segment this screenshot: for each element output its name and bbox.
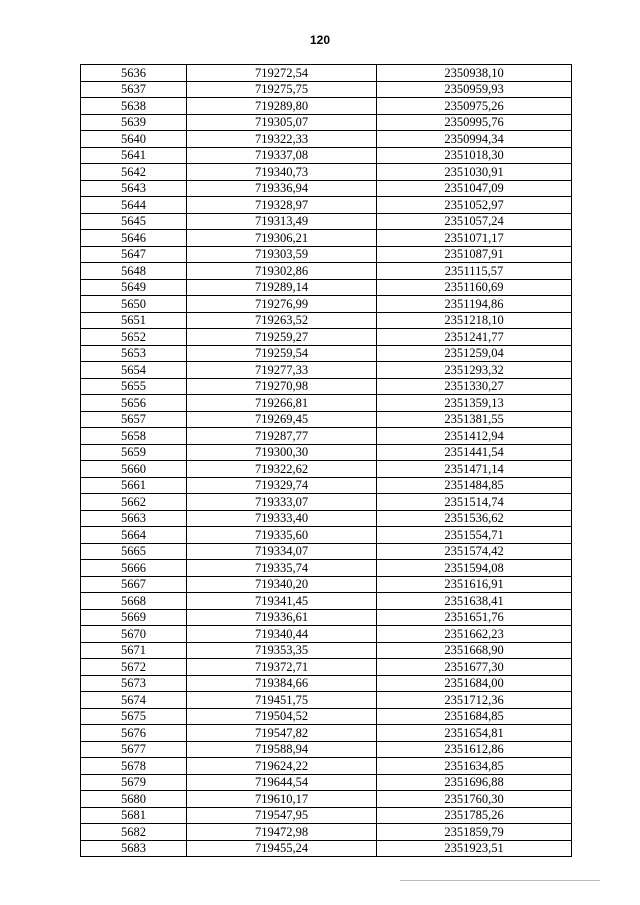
point-number-cell: 5641 <box>81 147 187 164</box>
y-coordinate-cell: 2350959,93 <box>377 81 572 98</box>
y-coordinate-cell: 2350975,26 <box>377 98 572 115</box>
x-coordinate-cell: 719289,80 <box>187 98 377 115</box>
y-coordinate-cell: 2351662,23 <box>377 626 572 643</box>
x-coordinate-cell: 719610,17 <box>187 791 377 808</box>
table-row <box>81 114 572 131</box>
point-number-cell: 5652 <box>81 329 187 346</box>
point-number-cell: 5644 <box>81 197 187 214</box>
x-coordinate-cell: 719588,94 <box>187 741 377 758</box>
point-number-cell: 5653 <box>81 345 187 362</box>
y-coordinate-cell: 2351030,91 <box>377 164 572 181</box>
table-row <box>81 197 572 214</box>
table-row <box>81 807 572 824</box>
table-row <box>81 576 572 593</box>
y-coordinate-cell: 2350938,10 <box>377 65 572 82</box>
y-coordinate-cell: 2351514,74 <box>377 494 572 511</box>
x-coordinate-cell: 719270,98 <box>187 378 377 395</box>
y-coordinate-cell: 2351594,08 <box>377 560 572 577</box>
y-coordinate-cell: 2351785,26 <box>377 807 572 824</box>
y-coordinate-cell: 2351684,85 <box>377 708 572 725</box>
table-row <box>81 708 572 725</box>
point-number-cell: 5643 <box>81 180 187 197</box>
x-coordinate-cell: 719340,20 <box>187 576 377 593</box>
page-number: 120 <box>309 33 331 47</box>
y-coordinate-cell: 2351484,85 <box>377 477 572 494</box>
point-number-cell: 5660 <box>81 461 187 478</box>
x-coordinate-cell: 719300,30 <box>187 444 377 461</box>
table-row <box>81 131 572 148</box>
point-number-cell: 5658 <box>81 428 187 445</box>
y-coordinate-cell: 2351684,00 <box>377 675 572 692</box>
x-coordinate-cell: 719305,07 <box>187 114 377 131</box>
table-row <box>81 609 572 626</box>
table-row <box>81 444 572 461</box>
x-coordinate-cell: 719341,45 <box>187 593 377 610</box>
y-coordinate-cell: 2351651,76 <box>377 609 572 626</box>
table-row <box>81 164 572 181</box>
point-number-cell: 5665 <box>81 543 187 560</box>
point-number-cell: 5648 <box>81 263 187 280</box>
x-coordinate-cell: 719263,52 <box>187 312 377 329</box>
x-coordinate-cell: 719333,07 <box>187 494 377 511</box>
table-row <box>81 791 572 808</box>
y-coordinate-cell: 2351859,79 <box>377 824 572 841</box>
y-coordinate-cell: 2351654,81 <box>377 725 572 742</box>
y-coordinate-cell: 2351616,91 <box>377 576 572 593</box>
x-coordinate-cell: 719472,98 <box>187 824 377 841</box>
x-coordinate-cell: 719336,61 <box>187 609 377 626</box>
x-coordinate-cell: 719302,86 <box>187 263 377 280</box>
point-number-cell: 5639 <box>81 114 187 131</box>
table-row <box>81 230 572 247</box>
point-number-cell: 5638 <box>81 98 187 115</box>
point-number-cell: 5642 <box>81 164 187 181</box>
y-coordinate-cell: 2351441,54 <box>377 444 572 461</box>
point-number-cell: 5656 <box>81 395 187 412</box>
x-coordinate-cell: 719504,52 <box>187 708 377 725</box>
table-row <box>81 81 572 98</box>
x-coordinate-cell: 719335,74 <box>187 560 377 577</box>
point-number-cell: 5681 <box>81 807 187 824</box>
table-row <box>81 758 572 775</box>
point-number-cell: 5664 <box>81 527 187 544</box>
point-number-cell: 5659 <box>81 444 187 461</box>
y-coordinate-cell: 2351259,04 <box>377 345 572 362</box>
point-number-cell: 5670 <box>81 626 187 643</box>
x-coordinate-cell: 719289,14 <box>187 279 377 296</box>
y-coordinate-cell: 2351760,30 <box>377 791 572 808</box>
table-row <box>81 180 572 197</box>
table-row <box>81 494 572 511</box>
x-coordinate-cell: 719322,33 <box>187 131 377 148</box>
x-coordinate-cell: 719322,62 <box>187 461 377 478</box>
y-coordinate-cell: 2351293,32 <box>377 362 572 379</box>
x-coordinate-cell: 719340,44 <box>187 626 377 643</box>
y-coordinate-cell: 2351612,86 <box>377 741 572 758</box>
footer-rule <box>400 880 600 881</box>
point-number-cell: 5647 <box>81 246 187 263</box>
x-coordinate-cell: 719384,66 <box>187 675 377 692</box>
x-coordinate-cell: 719340,73 <box>187 164 377 181</box>
y-coordinate-cell: 2351330,27 <box>377 378 572 395</box>
y-coordinate-cell: 2351018,30 <box>377 147 572 164</box>
y-coordinate-cell: 2350994,34 <box>377 131 572 148</box>
table-row <box>81 675 572 692</box>
x-coordinate-cell: 719372,71 <box>187 659 377 676</box>
point-number-cell: 5646 <box>81 230 187 247</box>
point-number-cell: 5678 <box>81 758 187 775</box>
point-number-cell: 5662 <box>81 494 187 511</box>
y-coordinate-cell: 2351923,51 <box>377 840 572 857</box>
x-coordinate-cell: 719353,35 <box>187 642 377 659</box>
point-number-cell: 5677 <box>81 741 187 758</box>
table-row <box>81 378 572 395</box>
x-coordinate-cell: 719334,07 <box>187 543 377 560</box>
point-number-cell: 5672 <box>81 659 187 676</box>
x-coordinate-cell: 719259,54 <box>187 345 377 362</box>
table-row <box>81 246 572 263</box>
x-coordinate-cell: 719455,24 <box>187 840 377 857</box>
table-row <box>81 428 572 445</box>
coordinates-table <box>80 64 572 857</box>
x-coordinate-cell: 719276,99 <box>187 296 377 313</box>
x-coordinate-cell: 719287,77 <box>187 428 377 445</box>
y-coordinate-cell: 2351574,42 <box>377 543 572 560</box>
point-number-cell: 5636 <box>81 65 187 82</box>
table-row <box>81 543 572 560</box>
x-coordinate-cell: 719277,33 <box>187 362 377 379</box>
point-number-cell: 5682 <box>81 824 187 841</box>
y-coordinate-cell: 2351634,85 <box>377 758 572 775</box>
point-number-cell: 5673 <box>81 675 187 692</box>
table-row <box>81 692 572 709</box>
y-coordinate-cell: 2351052,97 <box>377 197 572 214</box>
y-coordinate-cell: 2351412,94 <box>377 428 572 445</box>
table-row <box>81 296 572 313</box>
point-number-cell: 5663 <box>81 510 187 527</box>
point-number-cell: 5669 <box>81 609 187 626</box>
point-number-cell: 5654 <box>81 362 187 379</box>
y-coordinate-cell: 2351554,71 <box>377 527 572 544</box>
point-number-cell: 5679 <box>81 774 187 791</box>
point-number-cell: 5667 <box>81 576 187 593</box>
x-coordinate-cell: 719451,75 <box>187 692 377 709</box>
table-row <box>81 593 572 610</box>
table-row <box>81 329 572 346</box>
y-coordinate-cell: 2351359,13 <box>377 395 572 412</box>
y-coordinate-cell: 2351696,88 <box>377 774 572 791</box>
x-coordinate-cell: 719303,59 <box>187 246 377 263</box>
table-row <box>81 65 572 82</box>
table-row <box>81 477 572 494</box>
table-row <box>81 279 572 296</box>
y-coordinate-cell: 2351071,17 <box>377 230 572 247</box>
point-number-cell: 5650 <box>81 296 187 313</box>
y-coordinate-cell: 2351047,09 <box>377 180 572 197</box>
table-row <box>81 824 572 841</box>
x-coordinate-cell: 719337,08 <box>187 147 377 164</box>
point-number-cell: 5655 <box>81 378 187 395</box>
y-coordinate-cell: 2351668,90 <box>377 642 572 659</box>
table-row <box>81 560 572 577</box>
x-coordinate-cell: 719333,40 <box>187 510 377 527</box>
table-row <box>81 840 572 857</box>
table-row <box>81 510 572 527</box>
table-row <box>81 642 572 659</box>
point-number-cell: 5668 <box>81 593 187 610</box>
x-coordinate-cell: 719272,54 <box>187 65 377 82</box>
table-row <box>81 741 572 758</box>
table-row <box>81 263 572 280</box>
y-coordinate-cell: 2351471,14 <box>377 461 572 478</box>
y-coordinate-cell: 2351218,10 <box>377 312 572 329</box>
point-number-cell: 5675 <box>81 708 187 725</box>
table-row <box>81 461 572 478</box>
y-coordinate-cell: 2351677,30 <box>377 659 572 676</box>
point-number-cell: 5657 <box>81 411 187 428</box>
point-number-cell: 5640 <box>81 131 187 148</box>
table-row <box>81 213 572 230</box>
x-coordinate-cell: 719547,82 <box>187 725 377 742</box>
x-coordinate-cell: 719336,94 <box>187 180 377 197</box>
y-coordinate-cell: 2351087,91 <box>377 246 572 263</box>
x-coordinate-cell: 719269,45 <box>187 411 377 428</box>
y-coordinate-cell: 2350995,76 <box>377 114 572 131</box>
table-row <box>81 147 572 164</box>
table-row <box>81 395 572 412</box>
table-row <box>81 411 572 428</box>
table-row <box>81 345 572 362</box>
point-number-cell: 5661 <box>81 477 187 494</box>
table-row <box>81 312 572 329</box>
coordinates-table-body <box>81 65 572 857</box>
x-coordinate-cell: 719313,49 <box>187 213 377 230</box>
x-coordinate-cell: 719644,54 <box>187 774 377 791</box>
x-coordinate-cell: 719328,97 <box>187 197 377 214</box>
table-row <box>81 659 572 676</box>
table-row <box>81 725 572 742</box>
point-number-cell: 5666 <box>81 560 187 577</box>
y-coordinate-cell: 2351536,62 <box>377 510 572 527</box>
point-number-cell: 5680 <box>81 791 187 808</box>
table-row <box>81 626 572 643</box>
y-coordinate-cell: 2351381,55 <box>377 411 572 428</box>
x-coordinate-cell: 719329,74 <box>187 477 377 494</box>
point-number-cell: 5651 <box>81 312 187 329</box>
x-coordinate-cell: 719335,60 <box>187 527 377 544</box>
point-number-cell: 5674 <box>81 692 187 709</box>
y-coordinate-cell: 2351241,77 <box>377 329 572 346</box>
x-coordinate-cell: 719275,75 <box>187 81 377 98</box>
y-coordinate-cell: 2351115,57 <box>377 263 572 280</box>
x-coordinate-cell: 719547,95 <box>187 807 377 824</box>
point-number-cell: 5683 <box>81 840 187 857</box>
table-row <box>81 98 572 115</box>
point-number-cell: 5637 <box>81 81 187 98</box>
table-row <box>81 774 572 791</box>
table-row <box>81 362 572 379</box>
y-coordinate-cell: 2351638,41 <box>377 593 572 610</box>
x-coordinate-cell: 719306,21 <box>187 230 377 247</box>
table-row <box>81 527 572 544</box>
point-number-cell: 5649 <box>81 279 187 296</box>
point-number-cell: 5671 <box>81 642 187 659</box>
y-coordinate-cell: 2351712,36 <box>377 692 572 709</box>
y-coordinate-cell: 2351194,86 <box>377 296 572 313</box>
point-number-cell: 5676 <box>81 725 187 742</box>
x-coordinate-cell: 719624,22 <box>187 758 377 775</box>
y-coordinate-cell: 2351057,24 <box>377 213 572 230</box>
x-coordinate-cell: 719259,27 <box>187 329 377 346</box>
x-coordinate-cell: 719266,81 <box>187 395 377 412</box>
y-coordinate-cell: 2351160,69 <box>377 279 572 296</box>
point-number-cell: 5645 <box>81 213 187 230</box>
